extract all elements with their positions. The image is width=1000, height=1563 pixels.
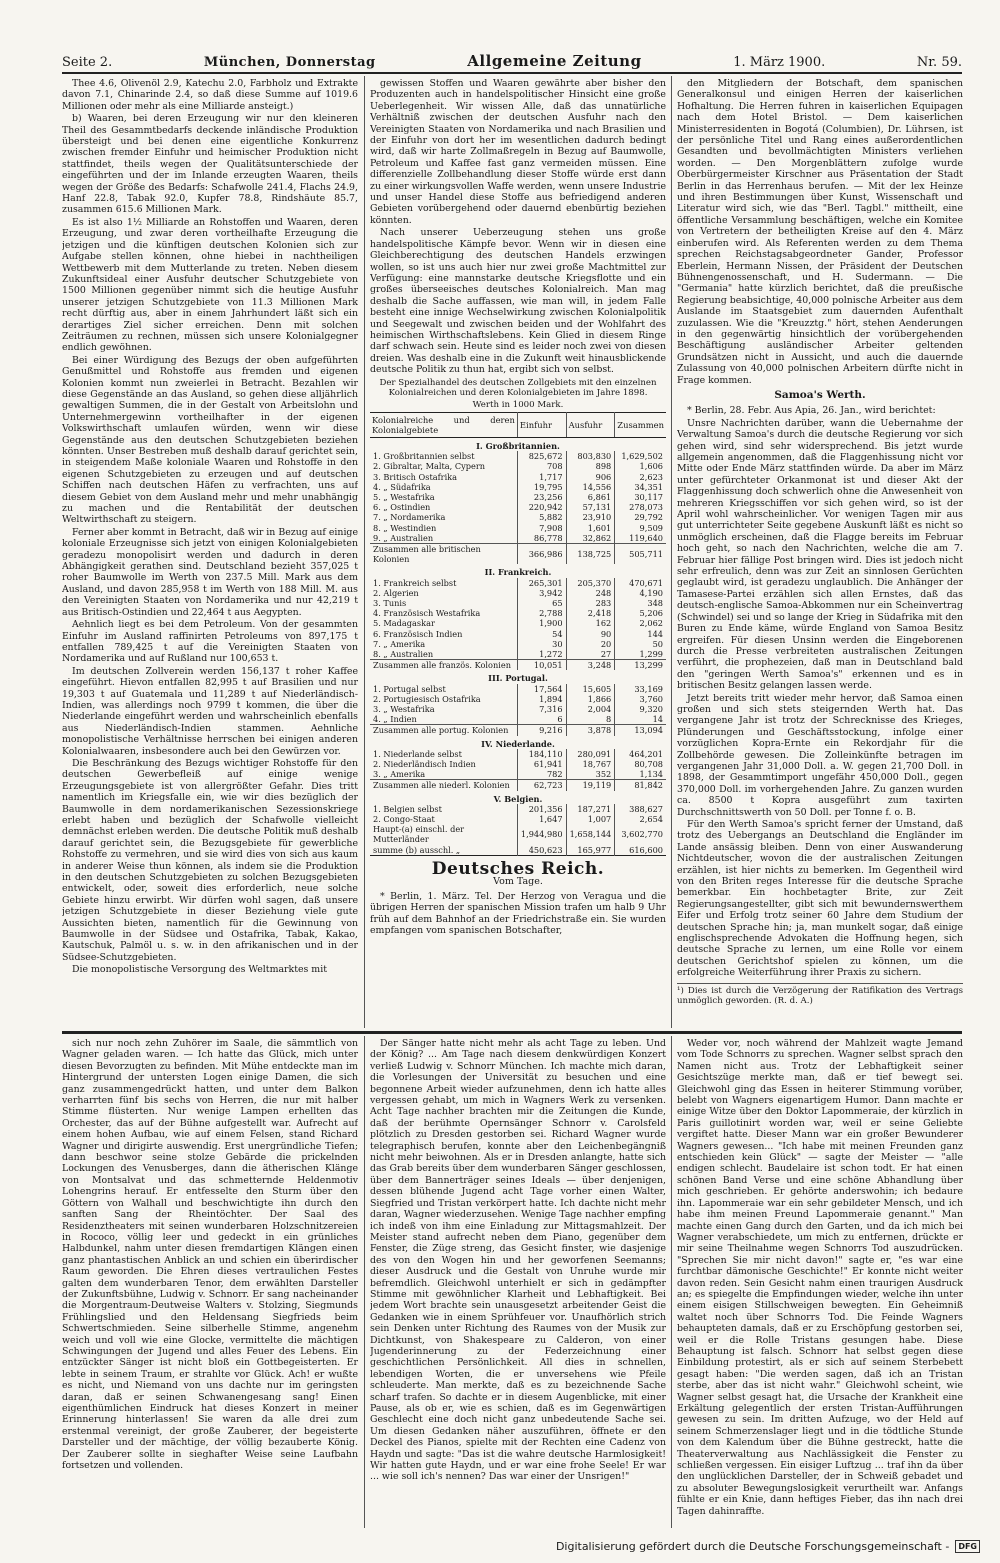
table-row bbox=[370, 533, 666, 544]
article-paragraph: Unsre Nachrichten darüber, wann die Uebernahme der Verwaltung Samoa's durch die deutsche Regierung vor sich gehen wird, sind sehr widersprechend. Bis jetzt wurde allgemein angenommen, daß die Flaggenhissung nicht vor Mitte oder Ende März stattfinden würde. Da aber im März unter gefürchteter Orkanmonat ist und dieser Akt der Flaggenhissung doch schwerlich ohne die Anwesenheit von mehreren Kriegsschiffen vor sich gehen wird, so ist der April wohl wahrscheinlicher. Vor wenigen Tagen mir aus gut unterrichteter Seite gegebene Auskunft läßt es nicht so unmöglich erscheinen, daß die Flagge bereits im Februar hoch geht, so nach den Nachrichten, welche die am 7. Februar hier fällige Post bringen wird. Dies ist jedoch nicht sehr erfreulich, denn was zur Zeit an sinnlosen Gerüchten geglaubt wird, ist geradezu unglaublich. Die Anhänger der Tamasese-Partei erzählen sich allen Ernstes, daß das deutsch-englische Samoa-Abkommen nur ein Scheinvertrag (Schwindel) sei und so lange der Krieg in Südafrika mit den Buren zu Ende käme, würde England von Samoa Besitz ergreifen. Für diesen Unsinn werden die Eingeborenen durch die Presse verbreiteten australischen Zeitungen verführt, die prophezeien, daß man in Deutschland bald den "geringen Werth Samoa's" erkennen und es in britischen Besitz gelangen lassen werde. bbox=[677, 417, 963, 692]
table-cell: 352 bbox=[566, 769, 615, 780]
table-cell: 34,351 bbox=[615, 482, 666, 492]
article-paragraph: Im deutschen Zollverein werden 156,137 t roher Kaffee eingeführt. Hievon entfallen 82,995 t auf Brasilien und nur 19,303 t auf Guatemala und 11,289 t auf Niederländisch-Indien, was allerdings noch 9799 t kommen, die über die Niederlande eingeführt werden und wahrscheinlich ebenfalls aus Niederländisch-Indien stammen. Aehnliche monopolistische Verhältnisse herrschen bei einigen anderen Kolonialwaaren, insbesondere auch bei den Gewürzen vor. bbox=[62, 665, 358, 757]
table-cell: 1. Belgien selbst bbox=[373, 803, 442, 814]
table-cell: 470,671 bbox=[615, 578, 666, 588]
table-cell: 32,862 bbox=[566, 533, 615, 544]
table-cell: 6. „ Ostindien bbox=[373, 502, 431, 513]
footnote: ¹) Dies ist durch die Verzögerung der Ratifikation des Vertrags unmöglich geworden. (R. d. A.) bbox=[677, 983, 963, 1007]
table-sum-row bbox=[370, 725, 666, 736]
table-cell: 3,760 bbox=[615, 694, 666, 704]
article-paragraph: Ferner aber kommt in Betracht, daß wir in Bezug auf einige koloniale Erzeugnisse sich jetzt von einigen Kolonialgebieten geradezu monopolisirt werden und dadurch in deren Abhängigkeit gerathen sind. Deutschland bezieht 357,025 t roher Baumwolle im Werth von 237.5 Mill. Mark aus dem Ausland, und davon 285,958 t im Werth von 188 Mill. M. aus den Vereinigten Staaten von Nordamerika und nur 42,219 t aus Britisch-Ostindien und 22,464 t aus Aegypten. bbox=[62, 526, 358, 618]
article-paragraph: Für den Werth Samoa's spricht ferner der Umstand, daß trotz des Uebergangs an Deutschland die Engländer im Lande ansässig bleiben. Denn von einer Auswanderung Nichtdeutscher, wovon die der australischen Zeitungen erzählen, ist hier nichts zu bemerken. Im Gegentheil wird von den Briten reges Interesse für die deutsche Sprache bemerkbar. Ein hochbetagter Brite, zur Zeit Regierungsangestellter, gibt sich mit bewundernswerthem Eifer und Erfolg trotz seiner 60 Jahre dem Studium der deutschen Sprache hin; ja, man munkelt sogar, daß einige englischsprechende Advokaten die Hoffnung hegen, sich deutsche Sprache zu lernen, um eine Rolle vor einem deutschen Gerichtshof spielen zu können, um die erfolgreiche Weiterführung ihrer Praxis zu sichern. bbox=[677, 819, 963, 979]
feuilleton-text: sich nur noch zehn Zuhörer im Saale, die sämmtlich von Wagner geladen waren. — Ich hatte das Glück, mich unter diesen Bevorzugten zu befinden. Mit Mühe entdeckte man im Hintergrund der untersten Logen einige Damen, die sich ganz zusammengedrückt hatten, und unter dem Balkon verharrten fünf bis sechs von Herren, die nur mit halber Stimme flüsterten. Nur wenige Lampen erhellten das Orchester, das auf der Bühne aufgestellt war. Aufrecht auf einem hohen Aufbau, wie auf einem Felsen, stand Richard Wagner und dirigirte auswendig. Erst unergründliche Tiefen; dann beschwor seine stolze Gebärde die prickelnden Lockungen des Venusberges, dann die ätherischen Klänge von Montsalvat und das schmetternde Heldenmotiv Lohengrins herauf. Er entfesselte den Sturm über den Göttern von Walhall und beschwichtigte ihn durch den sanften Sang der Rheintöchter. Der Saal des Residenztheaters mit seinen wunderbaren Holzschnitzereien in Rococo, völlig leer und gedeckt in ein grünliches Halbdunkel, nahm unter diesen fremdartigen Klängen einen ganz phantastischen Anblick an und schien ein überirdischer Raum geworden. Die Ehren dieses vertraulichen Festes galten dem wunderbaren Tenor, dem erwählten Darsteller der Zukunftsbühne, Ludwig v. Schnorr. Er sang nacheinander die Morgentraum-Deutweise Walters v. Stolzing, Siegmunds Frühlingslied und den Heldensang Siegfrieds beim Schwertschmieden. Seine silberhelle Stimme, angenehm weich und voll wie eine Glocke, vermittelte die mächtigen Schwingungen der Jugend und alles Feuer des Lebens. Ein entzückter Sänger ist nicht bloß ein Gottbegeisterten. Er lebte in seinem Traum, er strahlte vor Glück. Ach! er wußte es nicht, und Niemand von uns dachte nur im geringsten daran, daß er seinen Schwanengesang sang! Einen eigenthümlichen Eindruck hat dieses Konzert in meiner Erinnerung hinterlassen! Sie waren da alle drei zum erstenmal vereinigt, der große Zauberer, der begeisterte Darsteller und der mächtige, der völlig bezauberte König. Der Zauberer sollte in sieghafter Weise seine Laufbahn fortsetzen und vollenden. bbox=[62, 1038, 358, 1472]
table-cell: 6. Französisch Indien bbox=[373, 628, 463, 639]
table-cell: 1,647 bbox=[517, 814, 566, 824]
table-cell: 184,110 bbox=[517, 749, 566, 759]
table-row bbox=[370, 684, 666, 694]
feuilleton-column-1 bbox=[62, 1038, 358, 1528]
table-cell: 30 bbox=[517, 639, 566, 649]
table-cell: 1,944,980 bbox=[517, 824, 566, 844]
table-cell: 30,117 bbox=[615, 492, 666, 502]
table-cell: 7,908 bbox=[517, 523, 566, 533]
table-cell: 708 bbox=[517, 461, 566, 471]
table-row bbox=[370, 451, 666, 461]
table-header: Kolonialreiche und deren Kolonialgebiete bbox=[370, 412, 517, 437]
table-cell: 187,271 bbox=[566, 804, 615, 814]
table-cell: Haupt-(a) einschl. der Mutterländer bbox=[373, 824, 465, 845]
table-cell: 2,418 bbox=[566, 608, 615, 618]
feuilleton-text: Der Sänger hatte nicht mehr als acht Tage zu leben. Und der König? ... Am Tage nach diesem denkwürdigen Konzert verließ Ludwig v. Schnorr München. Ich machte mich daran, die Vorlesungen der Universität zu besuchen und eine begonnene Arbeit wieder aufzunehmen, denn ich hatte alles vergessen gehabt, um mich in Wagners Werk zu versenken. Acht Tage nachher brachten mir die Zeitungen die Kunde, daß der berühmte Opernsänger Schnorr v. Carolsfeld plötzlich zu Dresden gestorben sei. Richard Wagner wurde telegraphisch berufen, konnte aber den Leichenbegängniß nicht mehr beiwohnen. Als er in Dresden anlangte, hatte sich das Grab bereits über dem wunderbaren Sänger geschlossen, über dem Bannerträger seines Ideals — über denjenigen, dessen blühende Jugend acht Tage vorher einen Walter, Siegfried und Tristan verkörpert hatte. Ich dachte nicht mehr daran, Wagner wiederzusehen. Wenige Tage nachher empfing ich indeß von ihm eine Einladung zur Mittagsmahlzeit. Der Meister stand aufrecht neben dem Piano, gegenüber dem Fenster, die Züge streng, das Gesicht finster, wie dasjenige des von den Wogen hin und her geworfenen Seemanns; dieser Ausdruck und die Gestalt von Unruhe wurde mir befremdlich. Gleichwohl unterhielt er sich in gedämpfter Stimme mit gewöhnlicher Klarheit und Lebhaftigkeit. Bei jedem Wort brachte sein unausgesetzt arbeitender Geist die Gedanken wie in einem Sprühfeuer vor. Unaufhörlich strich sein Denken unter Richtung des Raumes von der Musik zur Dichtkunst, von Shakespeare zu Calderon, von einer Jugenderinnerung zu der Federzeichnung einer geschichtlichen Persönlichkeit. All dies in schnellen, lebendigen Worten, die er unversehens wie Pfeile schleuderte. Man merkte, daß es zu bezeichnende Sache scharf trafen. So dachte er in diesem Augenblicke, mit einer Pause, als ob er, wie es schien, daß es im Gegenwärtigen Geschlecht eine doch nicht ganz unbedeutende Sache sei. Um diesen Gedanken näher auszuführen, öffnete er den Deckel des Pianos, spielte mit der Rechten eine Cadenz von Haydn und sagte: "Das ist die wahre deutsche Harmlosigkeit! Wir hatten gute Haydn, und er war eine frohe Seele! Er war ... wie soll ich's nennen? Das war einer der Unsrigen!" bbox=[370, 1038, 666, 1483]
column-divider bbox=[364, 76, 365, 1028]
article-paragraph: Es ist also 1½ Milliarde an Rohstoffen und Waaren, deren Erzeugung, und zwar deren vortheilhafte Erzeugung die jetzigen und die künftigen deutschen Kolonien sich zur Aufgabe stellen können, ohne hiebei in nachtheiligen Wettbewerb mit dem Mutterlande zu treten. Neben diesem Zukunftsideal einer Ausfuhr deutscher Schutzgebiete von 1500 Millionen gegenüber nimmt sich die heutige Ausfuhr unserer jetzigen Schutzgebiete von 11.3 Millionen Mark recht dürftig aus, aber in einem Jahrhundert läßt sich ein derartiges Ziel sicher erreichen. Denn mit solchen Zeiträumen zu rechnen, müssen sich unsere Kolonialgegner endlich gewöhnen. bbox=[62, 216, 358, 354]
table-cell: 616,600 bbox=[615, 845, 666, 856]
table-cell: 3. „ Amerika bbox=[373, 769, 426, 780]
table-cell: 80,708 bbox=[615, 759, 666, 769]
feuilleton-text: Weder vor, noch während der Mahlzeit wagte Jemand vom Tode Schnorrs zu sprechen. Wagner selbst sprach den Namen nicht aus. Trotz der Lebhaftigkeit seiner Gesichtszüge merkte man, daß er tief bewegt sei. Gleichwohl ging das Essen in heiterer Stimmung vorüber, belebt von Wagners eigenartigem Humor. Dann machte er einige Witze über den Doktor Lapommeraie, der kürzlich in Paris guillotinirt worden war, weil er seine Geliebte vergiftet hatte. Dieser Mann war ein großer Bewunderer Wagners gewesen... "Ich habe mit meinen Freunden ganz entschieden kein Glück" — sagte der Meister — "alle endigen schlecht. Baudelaire ist schon todt. Er hat einen schönen Band Verse und eine schöne Abhandlung über mich geschrieben. Er gehörte anderswohin; ich bedaure ihn. Lapommeraie war ein sehr gebildeter Mensch, und ich habe ihm meinen Freund Lapommeraie genannt." Man machte einen Gang durch den Garten, und da ich mich bei Wagner verabschiedete, um mich zu entfernen, drückte er mir seine Theilnahme wegen Schnorrs Tod auszudrücken. "Sprechen Sie mir nicht davon!" sagte er, "es war eine furchtbar dämonische Geschichte!" Er konnte nicht weiter davon reden. Sein Gesicht nahm einen traurigen Ausdruck an; es spiegelte die Empfindungen wieder, welche ihn unter einem eisigen Stillschweigen bewegten. Ein Geheimniß waltet noch über Schnorrs Tod. Die Feinde Wagners behaupteten damals, daß er zu Erschöpfung gestorben sei, weil er die Rolle Tristans gesungen habe. Diese Behauptung ist falsch. Schnorr hat selbst gegen diese Einbildung protestirt, als er sich auf seinem Sterbebett gesagt haben: "Die werden sagen, daß ich an Tristan sterbe, aber das ist nicht wahr." Gleichwohl scheint, wie Wagner selbst gesagt hat, die Ursache der Krankheit eine Erkältung gelegentlich der ersten Tristan-Aufführungen gewesen zu sein. Im dritten Aufzuge, wo der Held auf seinem Schmerzenslager liegt und in die tödtliche Stunde von dem Kalendum über die Bühne gestreckt, hatte die Theaterverwaltung aus Nachlässigkeit die Fenster zu schließen vergessen. Ein eisiger Luftzug ... traf ihn da über den unglücklichen Darsteller, der in Schweiß gebadet und zu absoluter Bewegungslosigkeit verurtheilt war. Anfangs fühlte er ein Knie, dann heftiges Fieber, das ihn nach drei Tagen dahinraffte. bbox=[677, 1038, 963, 1517]
table-cell: 2. Portugiesisch Ostafrika bbox=[373, 693, 481, 704]
section-title-deutsches-reich: Deutsches Reich. bbox=[431, 858, 605, 879]
table-cell: 29,792 bbox=[615, 512, 666, 522]
table-row bbox=[370, 639, 666, 649]
article-paragraph: * Berlin, 1. März. Tel. Der Herzog von Veragua und die übrigen Herren der spanischen Mission trafen um halb 9 Uhr früh auf dem Bahnhof an der Friedrichstraße ein. Sie wurden empfangen vom spanischen Botschafter, bbox=[370, 890, 666, 936]
article-paragraph: * Berlin, 28. Febr. Aus Apia, 26. Jan., wird berichtet: bbox=[687, 405, 936, 417]
place-date-line: München, Donnerstag bbox=[203, 55, 376, 70]
table-cell: 220,942 bbox=[517, 502, 566, 512]
table-cell: 119,640 bbox=[615, 533, 666, 544]
article-paragraph: Nach unserer Ueberzeugung stehen uns große handelspolitische Kämpfe bevor. Wenn wir in diesen eine Gleichberechtigung des deutschen Handels erzwingen wollen, so ist uns auch hier nur zwei große Machtmittel zur Verfügung: eine mannstarke deutsche Kriegsflotte und ein großes überseeisches deutsches Kolonialreich. Man mag deshalb die Sache auffassen, wie man will, in jedem Falle besteht eine innige Wechselwirkung zwischen Kolonialpolitik und Seegewalt und zwischen beiden und der Wohlfahrt des heimischen Wirthschaftslebens. Kein Glied in diesem Ringe darf schwach sein. Heute sind es leider noch zwei von diesen dreien. Was deshalb eine in die Zukunft weit hinausblickende deutsche Politik zu thun hat, ergibt sich von selbst. bbox=[370, 227, 666, 376]
table-cell: 3. „ Westafrika bbox=[373, 704, 435, 715]
table-cell: 50 bbox=[615, 639, 666, 649]
article-paragraph: Bei einer Würdigung des Bezugs der oben aufgeführten Genußmittel und Rohstoffe aus fremden und eigenen Kolonien kommt nun zweierlei in Betracht. Bezahlen wir diese Gegenstände an das Ausland, so gehen diese alljährlich gewaltigen Summen, die in der Gestalt von Arbeitslohn und Unternehmergewinn vortheilhafter in der eigenen Volkswirthschaft umlaufen würden, wenn wir diese Gegenstände aus den deutschen Schutzgebieten beziehen könnten. Unser Bestreben muß deshalb darauf gerichtet sein, in steigendem Maße koloniale Waaren und Rohstoffe in den eigenen Schutzgebieten zu erzeugen und auf deutschen Schiffen nach deutschen Häfen zu verfrachten, uns auf diesem Gebiet von dem Ausland mehr und mehr unabhängig zu machen und die Rentabilität der deutschen Weltwirthschaft zu steigern. bbox=[62, 354, 358, 526]
table-cell: 280,091 bbox=[566, 749, 615, 759]
table-cell: 14,556 bbox=[566, 482, 615, 492]
table-cell: 388,627 bbox=[615, 804, 666, 814]
table-cell: 1,134 bbox=[615, 769, 666, 780]
column-divider bbox=[671, 76, 672, 1028]
table-cell: 23,256 bbox=[517, 492, 566, 502]
table-cell: 5. „ Westafrika bbox=[373, 491, 435, 502]
table-cell: 2. Algerien bbox=[373, 587, 419, 598]
table-cell: 7,316 bbox=[517, 704, 566, 714]
table-cell: 4. Französisch Westafrika bbox=[373, 608, 481, 619]
table-cell: Zusammen alle portug. Kolonien bbox=[370, 725, 517, 736]
table-cell: 65 bbox=[517, 598, 566, 608]
table-cell: 1,894 bbox=[517, 694, 566, 704]
page-number: Seite 2. bbox=[62, 55, 113, 70]
table-cell: 8. „ Australien bbox=[373, 649, 434, 660]
table-cell: 162 bbox=[566, 618, 615, 628]
table-cell: 6,861 bbox=[566, 492, 615, 502]
table-cell: 348 bbox=[615, 598, 666, 608]
table-cell: 14 bbox=[615, 714, 666, 725]
table-row bbox=[370, 759, 666, 769]
table-cell: 1,717 bbox=[517, 472, 566, 482]
table-cell: 3,602,770 bbox=[615, 824, 666, 844]
table-cell: 464,201 bbox=[615, 749, 666, 759]
table-cell: 1,601 bbox=[566, 523, 615, 533]
table-header: Zusammen bbox=[615, 412, 666, 437]
table-sum-row bbox=[370, 544, 666, 565]
table-cell: 3. Britisch Ostafrika bbox=[373, 471, 458, 482]
column-divider bbox=[364, 1036, 365, 1528]
table-row bbox=[370, 769, 666, 780]
table-row bbox=[370, 578, 666, 588]
table-cell: 2. Niederländisch Indien bbox=[373, 759, 476, 770]
credit-text: Digitalisierung gefördert durch die Deutsche Forschungsgemeinschaft - bbox=[555, 1540, 950, 1553]
table-cell: 1. Frankreich selbst bbox=[373, 577, 457, 588]
table-cell: 2,788 bbox=[517, 608, 566, 618]
table-cell: 9,216 bbox=[517, 725, 566, 736]
table-row bbox=[370, 649, 666, 660]
table-cell: 825,672 bbox=[517, 451, 566, 461]
table-cell: 18,767 bbox=[566, 759, 615, 769]
table-cell: 248 bbox=[566, 588, 615, 598]
table-row bbox=[370, 814, 666, 824]
table-cell: 8. „ Westindien bbox=[373, 522, 437, 533]
article-paragraph: den Mitgliedern der Botschaft, dem spanischen Generalkonsul und einigen Herren der kaiserlichen Hofhaltung. Die Herren fuhren in kaiserlichen Equipagen nach dem Hotel Bristol. — Dem kaiserlichen Ministerresidenten in Bogotá (Columbien), Dr. Lührsen, ist der persönliche Titel und Rang eines außerordentlichen Gesandten und bevollmächtigten Ministers verliehen worden. — Den Morgenblättern zufolge wurde Oberbürgermeister Kirschner aus Präsentation der Stadt Berlin in das Herrenhaus berufen. — Mit der lex Heinze und ihren Bestimmungen über Kunst, Wissenschaft und Literatur wird sich, wie das "Berl. Tagbl." mittheilt, eine öffentliche Versammlung beschäftigen, welche ein Komitee von Vertretern der betheiligten Kreise auf den 4. März einberufen wird. Als Referenten werden zu dem Thema sprechen Reichstagsabgeordneter Gander, Professor Eberlein, Hermann Nissen, der Präsident der Deutschen Bühnengenossenschaft, und H. Sudermann. — Die "Germania" hatte kürzlich berichtet, daß die preußische Regierung beabsichtige, 40,000 polnische Arbeiter aus dem Auslande im Staatsgebiet zum dauernden Aufenthalt zuzulassen. Wie die "Kreuzztg." hört, stehen Aenderungen in den gegenwärtig hinsichtlich der vorübergehenden Beschäftigung ausländischer Arbeiter geltenden Grundsätzen nicht in Aussicht, und auch die dauernde Zulassung von 40,000 polnischen Arbeitern dürfte nicht in Frage kommen. bbox=[677, 78, 963, 386]
article-paragraph: Die Beschränkung des Bezugs wichtiger Rohstoffe für den deutschen Gewerbefleiß auf einige wenige Erzeugungsgebiete ist von allergrößter Gefahr. Dies tritt namentlich im Kriegsfalle ein, wie wir dies bezüglich der Baumwolle in dem nordamerikanischen Sezessionskriege erlebt haben und bezüglich der Schafwolle vielleicht demnächst erleben werden. Die deutsche Politik muß deshalb darauf gerichtet sein, die Bezugsgebiete für gewerbliche Rohstoffe zu vermehren, und sie wird dies von sich aus kaum in anderer Weise thun können, als indem sie die Produktion in den deutschen Schutzgebieten zu solchen Bezugsgebieten entwickelt, oder, soweit dies erforderlich, neue solche Gebiete hinzu erwirbt. Wir dürfen wohl sagen, daß unsere jetzigen Schutzgebiete in dieser Beziehung viele gute Aussichten bieten, namentlich für die Gewinnung von Baumwolle in der Südsee und Ostafrika, Tabak, Kakao, Kautschuk, Palmöl u. s. w. in den afrikanischen und in der Südsee-Schutzgebieten. bbox=[62, 757, 358, 963]
table-cell: 205,370 bbox=[566, 578, 615, 588]
table-row bbox=[370, 608, 666, 618]
dfg-logo: DFG bbox=[955, 1540, 980, 1553]
table-row bbox=[370, 629, 666, 639]
table-cell: 3,942 bbox=[517, 588, 566, 598]
table-cell: summe (b) ausschl. „ bbox=[373, 844, 461, 855]
table-row bbox=[370, 472, 666, 482]
table-cell: 1,272 bbox=[517, 649, 566, 660]
table-header: Einfuhr bbox=[517, 412, 566, 437]
column-1 bbox=[62, 78, 358, 1028]
table-cell: 5,882 bbox=[517, 512, 566, 522]
table-cell: 1,007 bbox=[566, 814, 615, 824]
table-cell: 54 bbox=[517, 629, 566, 639]
table-cell: 13,299 bbox=[615, 660, 666, 671]
table-row bbox=[370, 804, 666, 814]
table-group-title: II. Frankreich. bbox=[484, 567, 552, 578]
table-cell: 1,900 bbox=[517, 618, 566, 628]
article-paragraph: Thee 4.6, Olivenöl 2.9, Katechu 2.0, Farbholz und Extrakte davon 7.1, Chinarinde 2.4, so daß diese Summe auf 1019.6 Millionen oder mehr als eine Milliarde ansteigt.) bbox=[62, 78, 358, 112]
article-paragraph: Jetzt bereits tritt wieder mehr hervor, daß Samoa einen großen und sich stets steigernden Werth hat. Das vergangene Jahr ist trotz der Schrecknisse des Krieges, Plünderungen und Geschäftsstockung, infolge einer vorzüglichen Kopra-Ernte ein Rekordjahr für die Zollbehörde gewesen. Die Zolleinkünfte betragen im vergangenen Jahr 31,000 Doll. a. W. gegen 21,700 Doll. in 1898, der Gesammtimport ungefähr 450,000 Doll., gegen 370,000 Doll. im vorhergehenden Jahre. Zu ganzen wurden ca. 8500 t Kopra ausgeführt zum taxirten Durchschnittswerth von 50 Doll. per Tonne f. o. B. bbox=[677, 692, 963, 818]
table-cell: 15,605 bbox=[566, 684, 615, 694]
table-sum-row bbox=[370, 660, 666, 671]
table-group-title: III. Portugal. bbox=[488, 673, 548, 684]
article-paragraph: Die monopolistische Versorgung des Weltmarktes mit bbox=[72, 964, 327, 976]
table-row bbox=[370, 482, 666, 492]
table-row bbox=[370, 598, 666, 608]
table-cell: 61,941 bbox=[517, 759, 566, 769]
table-cell: 5,206 bbox=[615, 608, 666, 618]
table-cell: 165,977 bbox=[566, 845, 615, 856]
table-cell: 144 bbox=[615, 629, 666, 639]
header-rule bbox=[62, 72, 962, 74]
table-header: Ausfuhr bbox=[566, 412, 615, 437]
table-cell: 201,356 bbox=[517, 804, 566, 814]
table-cell: 23,910 bbox=[566, 512, 615, 522]
column-2 bbox=[370, 78, 666, 1028]
table-cell: 9,320 bbox=[615, 704, 666, 714]
column-divider bbox=[671, 1036, 672, 1528]
table-cell: 2,004 bbox=[566, 704, 615, 714]
feuilleton-column-2 bbox=[370, 1038, 666, 1528]
table-row bbox=[370, 694, 666, 704]
table-cell: 62,723 bbox=[517, 780, 566, 791]
table-cell: 782 bbox=[517, 769, 566, 780]
table-cell: 13,094 bbox=[615, 725, 666, 736]
table-row bbox=[370, 845, 666, 856]
table-group-title: I. Großbritannien. bbox=[476, 440, 560, 451]
table-cell: 19,795 bbox=[517, 482, 566, 492]
page-header bbox=[62, 52, 962, 70]
table-cell: 4,190 bbox=[615, 588, 666, 598]
table-cell: 9. „ Australien bbox=[373, 532, 434, 543]
trade-statistics-table bbox=[370, 412, 666, 856]
table-cell: 3,878 bbox=[566, 725, 615, 736]
table-cell: 1. Großbritannien selbst bbox=[373, 451, 475, 462]
table-row bbox=[370, 704, 666, 714]
table-cell: 9,509 bbox=[615, 523, 666, 533]
feuilleton-rule bbox=[62, 1031, 962, 1034]
table-cell: 2. Congo-Staat bbox=[373, 814, 435, 825]
table-row bbox=[370, 714, 666, 725]
table-cell: 57,131 bbox=[566, 502, 615, 512]
table-cell: 3,248 bbox=[566, 660, 615, 671]
table-cell: 1,299 bbox=[615, 649, 666, 660]
table-cell: 20 bbox=[566, 639, 615, 649]
article-paragraph: gewissen Stoffen und Waaren gewährte aber bisher den Produzenten auch in handelspolitischer Hinsicht eine große Ueberlegenheit. Wir wissen Alle, daß das unnatürliche Verhältniß zwischen der deutschen Ausfuhr nach den Vereinigten Staaten von Nordamerika und nach Brasilien und der Einfuhr von dort her im wesentlichen dadurch bedingt wird, daß wir harte Zollmaßregeln in Bezug auf Baumwolle, Petroleum und Kaffee fast ganz vermeiden müssen. Eine differenzielle Zollbehandlung dieser Stoffe würde erst dann zu einer wirkungsvollen Waffe werden, wenn unsere Industrie und unser Handel diese Stoffe aus befriedigend anderen Gebieten vorübergehend oder dauernd ebenbürtig beziehen könnten. bbox=[370, 78, 666, 226]
table-cell: 898 bbox=[566, 461, 615, 471]
table-cell: 803,830 bbox=[566, 451, 615, 461]
table-cell: 265,301 bbox=[517, 578, 566, 588]
table-group-title: V. Belgien. bbox=[493, 793, 543, 804]
table-cell: 90 bbox=[566, 629, 615, 639]
table-cell: 4. „ Indien bbox=[373, 714, 417, 725]
table-cell: 283 bbox=[566, 598, 615, 608]
table-cell: 27 bbox=[566, 649, 615, 660]
table-cell: 1. Portugal selbst bbox=[373, 683, 446, 694]
table-caption: Der Spezialhandel des deutschen Zollgebiets mit den einzelnen Kolonialreichen und deren Kolonialgebieten im Jahre 1898. bbox=[379, 377, 657, 398]
table-cell: 2. Gibraltar, Malta, Cypern bbox=[373, 461, 486, 472]
article-paragraph: Aehnlich liegt es bei dem Petroleum. Von der gesammten Einfuhr im Ausland raffinirten Petroleums von 897,175 t entfallen 789,425 t auf die Vereinigten Staaten von Nordamerika und auf Rußland nur 100,653 t. bbox=[62, 619, 358, 665]
table-cell: 6 bbox=[517, 714, 566, 725]
table-cell: 1. Niederlande selbst bbox=[373, 748, 462, 759]
table-row bbox=[370, 824, 666, 844]
table-cell: 5. Madagaskar bbox=[373, 618, 435, 629]
table-cell: 8 bbox=[566, 714, 615, 725]
table-row bbox=[370, 461, 666, 471]
table-cell: 17,564 bbox=[517, 684, 566, 694]
table-cell: 1,629,502 bbox=[615, 451, 666, 461]
feuilleton-column-3 bbox=[677, 1038, 963, 1528]
table-cell: 81,842 bbox=[615, 780, 666, 791]
table-cell: 7. „ Amerika bbox=[373, 638, 426, 649]
table-cell: 4. „ Südafrika bbox=[373, 481, 431, 492]
table-cell: 2,654 bbox=[615, 814, 666, 824]
table-cell: 10,051 bbox=[517, 660, 566, 671]
table-cell: 138,725 bbox=[566, 544, 615, 565]
section-subtitle: Vom Tage. bbox=[493, 876, 543, 888]
newspaper-title: Allgemeine Zeitung bbox=[467, 52, 642, 70]
table-row bbox=[370, 749, 666, 759]
table-row bbox=[370, 492, 666, 502]
table-cell: 366,986 bbox=[517, 544, 566, 565]
column-3 bbox=[677, 78, 963, 1028]
issue-number: Nr. 59. bbox=[916, 55, 962, 70]
table-cell: 1,606 bbox=[615, 461, 666, 471]
table-cell: 7. „ Nordamerika bbox=[373, 512, 446, 523]
table-cell: 2,062 bbox=[615, 618, 666, 628]
table-cell: 278,073 bbox=[615, 502, 666, 512]
table-cell: 1,658,144 bbox=[566, 824, 615, 844]
table-cell: 3. Tunis bbox=[373, 598, 407, 609]
table-row bbox=[370, 588, 666, 598]
table-cell: 505,711 bbox=[615, 544, 666, 565]
table-row bbox=[370, 512, 666, 522]
table-cell: 1,866 bbox=[566, 694, 615, 704]
table-row bbox=[370, 523, 666, 533]
table-cell: 906 bbox=[566, 472, 615, 482]
table-cell: Zusammen alle niederl. Kolonien bbox=[370, 780, 517, 791]
table-row bbox=[370, 502, 666, 512]
table-cell: 450,623 bbox=[517, 845, 566, 856]
table-cell: Zusammen alle britischen Kolonien bbox=[370, 544, 517, 565]
table-group-title: IV. Niederlande. bbox=[481, 738, 555, 749]
table-cell: Zusammen alle französ. Kolonien bbox=[370, 660, 517, 671]
table-sum-row bbox=[370, 780, 666, 791]
table-cell: 33,169 bbox=[615, 684, 666, 694]
table-cell: 19,119 bbox=[566, 780, 615, 791]
digitization-credit bbox=[556, 1540, 980, 1553]
table-row bbox=[370, 618, 666, 628]
table-cell: 2,623 bbox=[615, 472, 666, 482]
article-paragraph: b) Waaren, bei deren Erzeugung wir nur den kleineren Theil des Gesammtbedarfs deckende inländische Produktion übersteigt und bei denen eine eigentliche Konkurrenz zwischen fremder Einfuhr und heimischer Produktion nicht stattfindet, theils wegen der Qualitätsunterschiede der eingeführten und der im Inlande erzeugten Waaren, theils wegen der Größe des Bedarfs: Schafwolle 241.4, Flachs 24.9, Hanf 22.8, Tabak 92.0, Kupfer 78.8, Rindshäute 85.7, zusammen 615.6 Millionen Mark. bbox=[62, 113, 358, 216]
table-unit: Werth in 1000 Mark. bbox=[472, 399, 564, 410]
article-title-samoa: Samoa's Werth. bbox=[774, 388, 866, 401]
issue-date: 1. März 1900. bbox=[733, 55, 826, 70]
table-cell: 86,778 bbox=[517, 533, 566, 544]
